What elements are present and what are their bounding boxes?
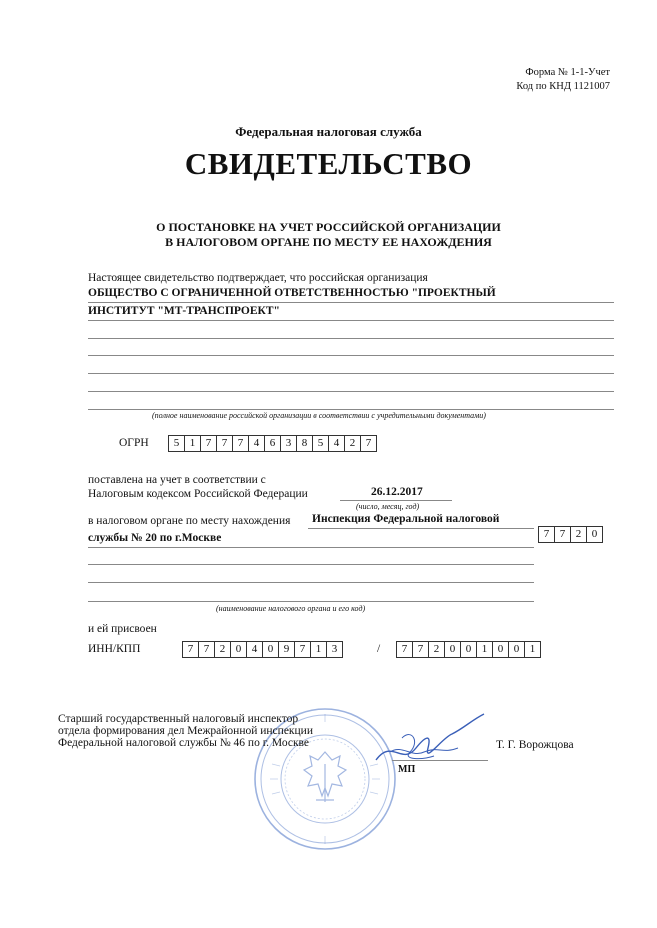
- blank-line: [88, 373, 614, 374]
- authority-label: в налоговом органе по месту нахождения: [88, 515, 291, 527]
- registration-line-1: поставлена на учет в соответствии с: [88, 474, 266, 486]
- seal-place-label: МП: [398, 764, 416, 775]
- digit-cell: 2: [428, 641, 445, 658]
- digit-cell: 0: [508, 641, 525, 658]
- digit-cell: 7: [412, 641, 429, 658]
- signature-scribble-icon: [372, 708, 492, 783]
- digit-cell: 4: [328, 435, 345, 452]
- inn-cells: [182, 641, 342, 658]
- digit-cell: 1: [476, 641, 493, 658]
- blank-line: [88, 391, 614, 392]
- digit-cell: 0: [262, 641, 279, 658]
- digit-cell: 7: [198, 641, 215, 658]
- date-underline: [340, 500, 452, 501]
- blank-line: [88, 564, 534, 565]
- digit-cell: 8: [296, 435, 313, 452]
- org-name-underline-1: [88, 302, 614, 303]
- digit-cell: 9: [278, 641, 295, 658]
- registration-line-2: Налоговым кодексом Российской Федерации: [88, 488, 308, 500]
- position-line-3: Федеральной налоговой службы № 46 по г. Москве: [58, 737, 310, 749]
- date-caption: (число, месяц, год): [356, 502, 420, 511]
- digit-cell: 1: [524, 641, 541, 658]
- org-name-line-1: ОБЩЕСТВО С ОГРАНИЧЕННОЙ ОТВЕТСТВЕННОСТЬЮ "ПРОЕКТНЫЙ: [88, 287, 496, 299]
- digit-cell: 7: [200, 435, 217, 452]
- digit-cell: 5: [168, 435, 185, 452]
- digit-cell: 3: [280, 435, 297, 452]
- digit-cell: 0: [460, 641, 477, 658]
- position-line-2: отдела формирования дел Межрайонной инспекции: [58, 725, 313, 737]
- authority-code-cells: [538, 526, 602, 543]
- digit-cell: 1: [184, 435, 201, 452]
- blank-line: [88, 409, 614, 410]
- digit-cell: 2: [570, 526, 587, 543]
- authority-caption: (наименование налогового органа и его код): [216, 604, 366, 613]
- digit-cell: 1: [310, 641, 327, 658]
- subtitle-line-1: О ПОСТАНОВКЕ НА УЧЕТ РОССИЙСКОЙ ОРГАНИЗАЦИИ: [156, 220, 501, 234]
- authority-name-line-2: службы № 20 по г.Москве: [88, 532, 222, 544]
- position-line-1: Старший государственный налоговый инспектор: [58, 713, 299, 725]
- subtitle-line-2: В НАЛОГОВОМ ОРГАНЕ ПО МЕСТУ ЕЕ НАХОЖДЕНИЯ: [165, 235, 492, 249]
- digit-cell: 0: [586, 526, 603, 543]
- digit-cell: 4: [248, 435, 265, 452]
- assigned-label: и ей присвоен: [88, 623, 157, 635]
- digit-cell: 7: [538, 526, 555, 543]
- digit-cell: 2: [344, 435, 361, 452]
- blank-line: [88, 582, 534, 583]
- digit-cell: 6: [264, 435, 281, 452]
- blank-line: [88, 338, 614, 339]
- form-code-block: [516, 66, 610, 94]
- signer-position: [58, 713, 313, 749]
- blank-line: [88, 355, 614, 356]
- form-number: Форма № 1-1-Учет: [525, 67, 610, 78]
- intro-text: Настоящее свидетельство подтверждает, что российская организация: [88, 272, 428, 284]
- org-name-line-2: ИНСТИТУТ "МТ-ТРАНСПРОЕКТ": [88, 305, 280, 317]
- digit-cell: 7: [294, 641, 311, 658]
- digit-cell: 0: [230, 641, 247, 658]
- org-name-caption: (полное наименование российской организации в соответствии с учредительными документами): [152, 411, 486, 420]
- authority-underline-1: [308, 528, 534, 529]
- digit-cell: 7: [182, 641, 199, 658]
- inn-kpp-label: ИНН/КПП: [88, 643, 141, 655]
- digit-cell: 2: [214, 641, 231, 658]
- digit-cell: 0: [444, 641, 461, 658]
- authority-name-line-1: Инспекция Федеральной налоговой: [312, 513, 500, 525]
- digit-cell: 4: [246, 641, 263, 658]
- signature-underline: [392, 760, 488, 761]
- registration-date: 26.12.2017: [371, 486, 423, 498]
- knd-code: Код по КНД 1121007: [516, 81, 610, 92]
- kpp-cells: [396, 641, 540, 658]
- blank-line: [88, 601, 534, 602]
- ogrn-label: ОГРН: [119, 437, 149, 449]
- digit-cell: 7: [216, 435, 233, 452]
- digit-cell: 3: [326, 641, 343, 658]
- ogrn-cells: [168, 435, 376, 452]
- digit-cell: 5: [312, 435, 329, 452]
- digit-cell: 7: [554, 526, 571, 543]
- authority-underline-2: [88, 547, 534, 548]
- digit-cell: 0: [492, 641, 509, 658]
- org-name-underline-2: [88, 320, 614, 321]
- service-name: Федеральная налоговая служба: [235, 124, 422, 139]
- document-subtitle: [0, 220, 657, 250]
- page-title: СВИДЕТЕЛЬСТВО: [184, 146, 473, 181]
- signer-name: Т. Г. Ворожцова: [496, 739, 574, 751]
- digit-cell: 7: [360, 435, 377, 452]
- inn-kpp-separator: /: [377, 643, 381, 655]
- digit-cell: 7: [232, 435, 249, 452]
- digit-cell: 7: [396, 641, 413, 658]
